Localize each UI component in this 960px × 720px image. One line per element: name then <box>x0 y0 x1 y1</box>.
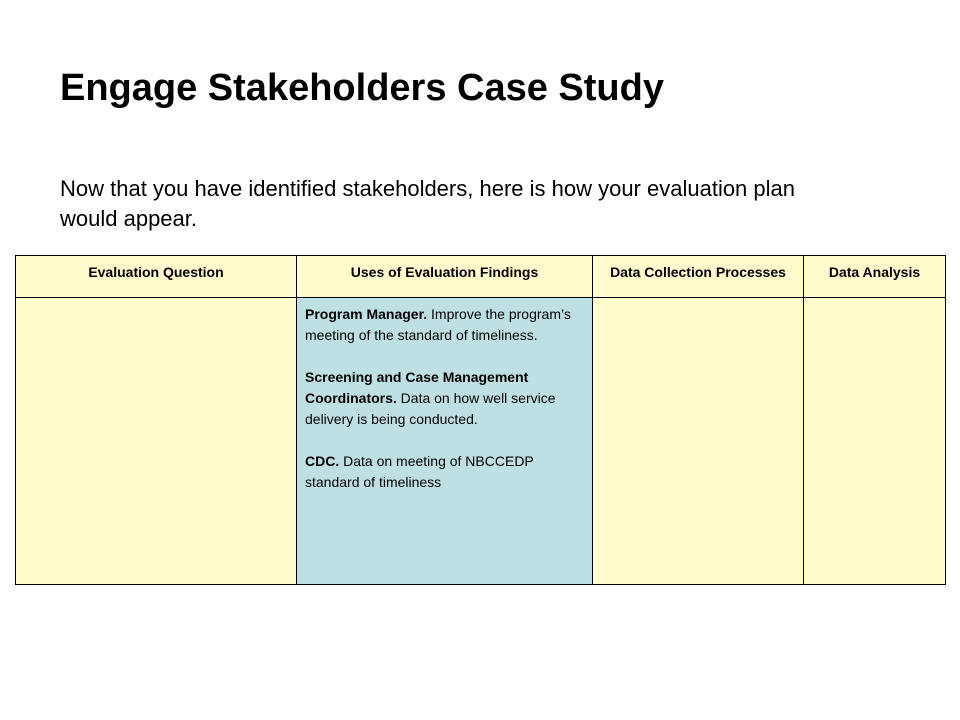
header-data-collection: Data Collection Processes <box>593 256 804 298</box>
cell-data-analysis <box>804 298 946 585</box>
header-uses-of-findings: Uses of Evaluation Findings <box>297 256 593 298</box>
stakeholder-use-coordinators <box>305 367 584 430</box>
stakeholder-use-program-manager <box>305 304 584 346</box>
table-header-row <box>16 256 946 298</box>
table-row <box>16 298 946 585</box>
cell-data-collection <box>593 298 804 585</box>
cell-evaluation-question <box>16 298 297 585</box>
header-evaluation-question: Evaluation Question <box>16 256 297 298</box>
cell-uses-of-findings <box>297 298 593 585</box>
stakeholder-use-text: Data on meeting of NBCCEDP standard of timeliness <box>305 453 534 490</box>
stakeholder-name: Program Manager. <box>305 306 428 322</box>
slide-intro-text: Now that you have identified stakeholders, here is how your evaluation plan would appear. <box>60 176 796 231</box>
stakeholder-use-text: Data on how well service delivery is being conducted. <box>305 390 556 427</box>
stakeholder-name: Screening and Case Management Coordinators. <box>305 369 529 406</box>
stakeholder-name: CDC. <box>305 453 340 469</box>
slide-title: Engage Stakeholders Case Study <box>60 67 664 109</box>
stakeholder-use-cdc <box>305 451 584 493</box>
evaluation-plan-table <box>15 255 946 585</box>
stakeholder-use-text: Improve the program’s meeting of the standard of timeliness. <box>305 306 571 343</box>
header-data-analysis: Data Analysis <box>804 256 946 298</box>
